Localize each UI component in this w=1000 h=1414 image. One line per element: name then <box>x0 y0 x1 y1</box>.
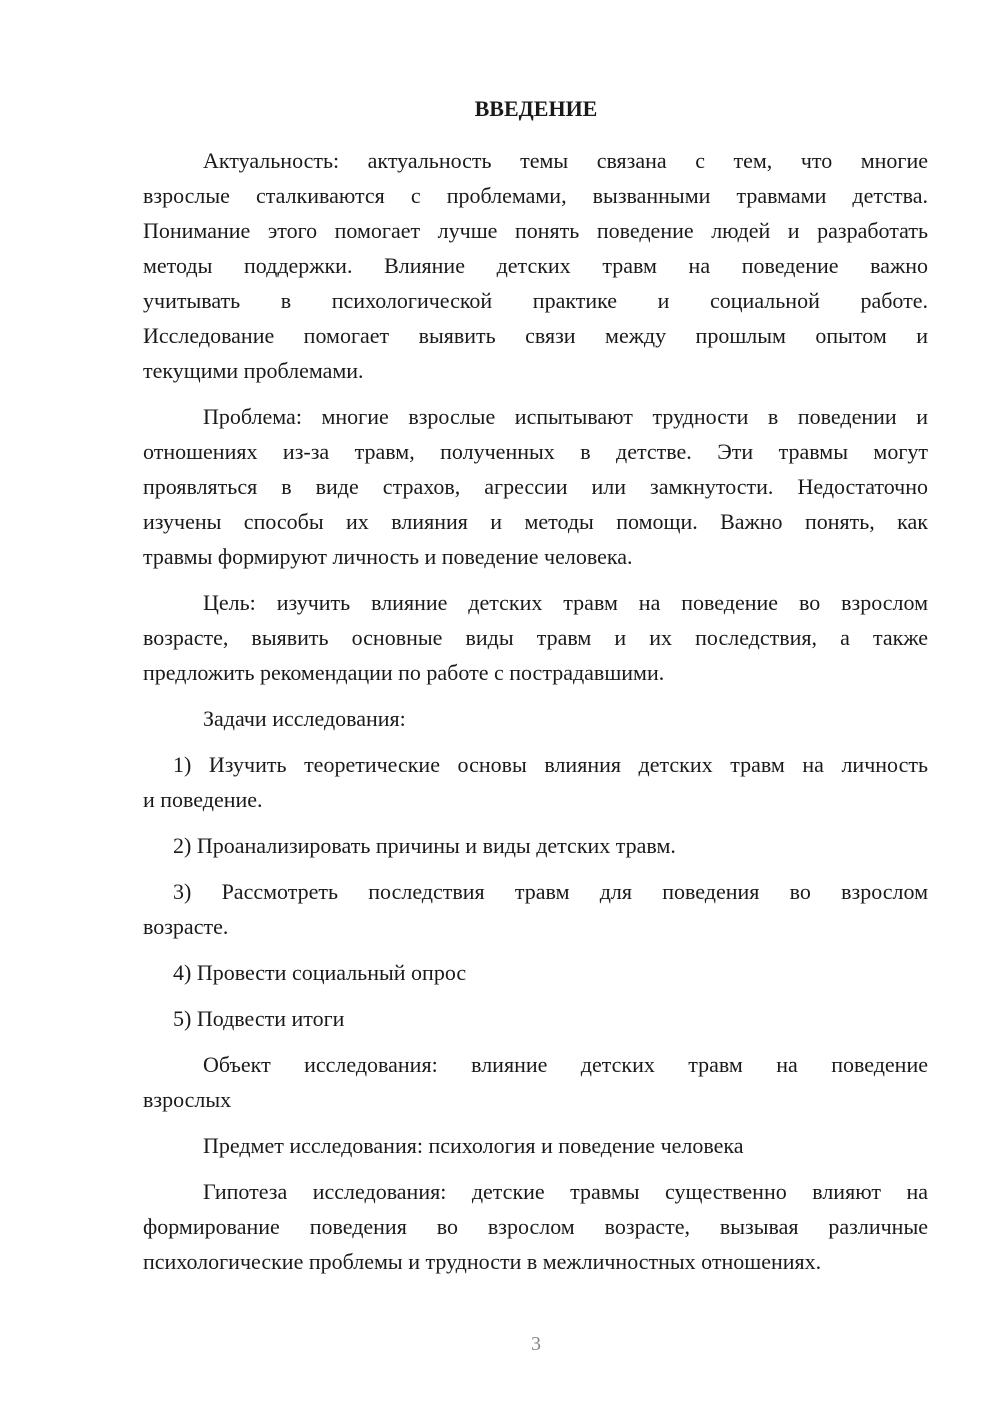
text-line: проявляться в виде страхов, агрессии или замкнутости. Недостаточно <box>143 474 928 499</box>
text-line: Понимание этого помогает лучше понять поведение людей и разработать <box>143 218 928 243</box>
text-line: Цель: изучить влияние детских травм на поведение во взрослом <box>203 590 928 615</box>
text-line: 3) Рассмотреть последствия травм для поведения во взрослом <box>173 879 928 904</box>
paragraph <box>143 955 928 990</box>
paragraph <box>143 399 928 574</box>
paragraph <box>143 585 928 690</box>
text-line: формирование поведения во взрослом возрасте, вызывая различные <box>143 1214 928 1239</box>
text-line: психологические проблемы и трудности в межличностных отношениях. <box>143 1249 822 1274</box>
paragraph <box>143 143 928 388</box>
text-line: Актуальность: актуальность темы связана с тем, что многие <box>203 148 928 173</box>
text-line: отношениях из-за травм, полученных в детстве. Эти травмы могут <box>143 439 928 464</box>
text-line: предложить рекомендации по работе с пострадавшими. <box>143 660 665 685</box>
text-line: Проблема: многие взрослые испытывают трудности в поведении и <box>203 404 928 429</box>
text-line: 4) Провести социальный опрос <box>173 960 467 985</box>
text-line: травмы формируют личность и поведение человека. <box>143 544 633 569</box>
text-line: и поведение. <box>143 787 263 812</box>
text-line: Гипотеза исследования: детские травмы существенно влияют на <box>203 1179 928 1204</box>
paragraph <box>143 701 928 736</box>
paragraph <box>143 874 928 944</box>
text-line: изучены способы их влияния и методы помощи. Важно понять, как <box>143 509 928 534</box>
paragraph <box>143 1001 928 1036</box>
paragraph <box>143 1047 928 1117</box>
paragraph <box>143 747 928 817</box>
paragraph <box>143 1174 928 1279</box>
page-number: 3 <box>531 1333 541 1355</box>
text-line: возрасте. <box>143 914 229 939</box>
text-line: 1) Изучить теоретические основы влияния детских травм на личность <box>173 752 928 777</box>
document-body <box>143 143 928 1290</box>
text-line: Задачи исследования: <box>203 706 406 731</box>
text-line: учитывать в психологической практике и социальной работе. <box>143 288 928 313</box>
text-line: методы поддержки. Влияние детских травм на поведение важно <box>143 253 928 278</box>
text-line: взрослые сталкиваются с проблемами, вызванными травмами детства. <box>143 183 928 208</box>
page-title: ВВЕДЕНИЕ <box>474 96 598 121</box>
paragraph <box>143 1128 928 1163</box>
text-line: текущими проблемами. <box>143 358 364 383</box>
text-line: возрасте, выявить основные виды травм и их последствия, а также <box>143 625 928 650</box>
text-line: 2) Проанализировать причины и виды детских травм. <box>173 833 676 858</box>
text-line: взрослых <box>143 1087 232 1112</box>
text-line: Объект исследования: влияние детских травм на поведение <box>203 1052 928 1077</box>
text-line: Исследование помогает выявить связи между прошлым опытом и <box>143 323 928 348</box>
text-line: Предмет исследования: психология и поведение человека <box>203 1133 744 1158</box>
text-line: 5) Подвести итоги <box>173 1006 345 1031</box>
paragraph <box>143 828 928 863</box>
